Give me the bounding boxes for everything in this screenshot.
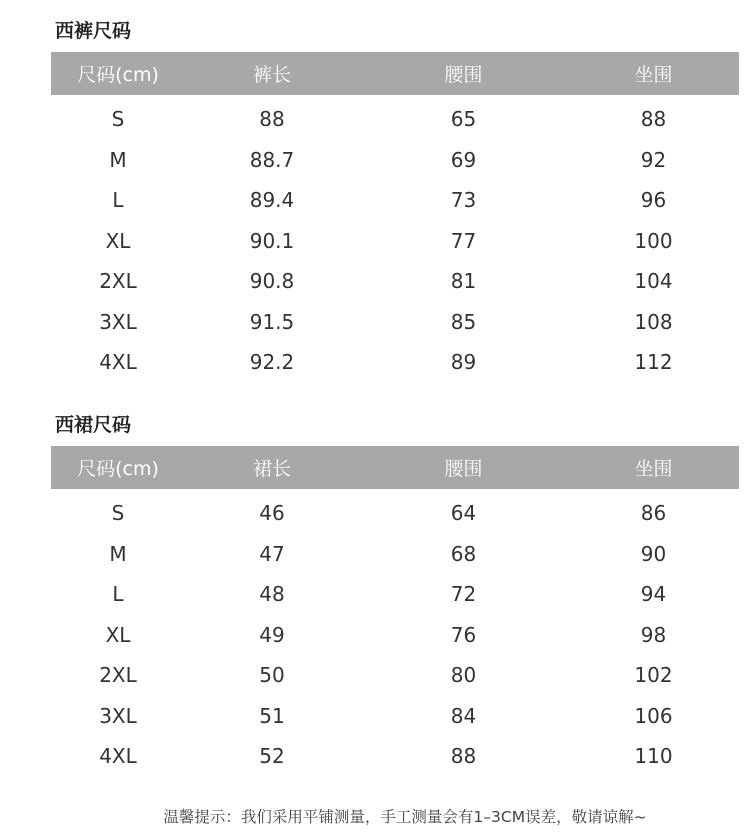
table-cell: 47: [259, 541, 285, 566]
table-cell: S: [111, 107, 125, 132]
table-cell: 100: [634, 228, 673, 253]
table-row: [51, 655, 739, 696]
table-cell: 51: [259, 703, 285, 728]
table-cell: XL: [105, 622, 131, 647]
table-row: [51, 696, 739, 737]
table-cell: 68: [450, 541, 477, 566]
table-row: [51, 489, 739, 534]
table-cell: 92: [640, 147, 667, 172]
table-cell: 49: [259, 622, 285, 647]
table-cell: 86: [640, 501, 667, 526]
measurement-note: 温馨提示：我们采用平铺测量，手工测量会有1–3CM误差，敬请谅解~: [163, 808, 647, 826]
table-header-row: [51, 446, 739, 489]
skirt-size-table: [51, 446, 739, 777]
table-cell: 90: [640, 541, 667, 566]
table-cell: 88.7: [249, 147, 295, 172]
column-header: 坐围: [568, 446, 739, 489]
table-cell: 52: [259, 744, 285, 769]
table-row: [51, 302, 739, 343]
table-cell: 102: [634, 663, 673, 688]
table-row: [51, 95, 739, 140]
table-cell: 81: [450, 269, 477, 294]
table-cell: 3XL: [99, 309, 137, 334]
column-header: 坐围: [568, 52, 739, 95]
table-cell: 90.1: [249, 228, 295, 253]
table-cell: 77: [450, 228, 477, 253]
table-row: [51, 534, 739, 575]
table-cell: 64: [450, 501, 477, 526]
table-row: [51, 736, 739, 777]
table-cell: 88: [450, 744, 477, 769]
table-cell: 80: [450, 663, 477, 688]
table-row: [51, 574, 739, 615]
table-cell: 112: [634, 350, 673, 375]
table-cell: 4XL: [99, 350, 137, 375]
column-header: 腰围: [359, 52, 568, 95]
column-header: 腰围: [359, 446, 568, 489]
table-cell: 98: [640, 622, 667, 647]
table-cell: 88: [640, 107, 667, 132]
table-cell: 72: [450, 582, 477, 607]
table-cell: XL: [105, 228, 131, 253]
table-cell: 90.8: [249, 269, 295, 294]
table-cell: 84: [450, 703, 477, 728]
table-row: [51, 180, 739, 221]
table-cell: 69: [450, 147, 477, 172]
table-cell: 94: [640, 582, 667, 607]
table-cell: 48: [259, 582, 285, 607]
table-cell: 2XL: [99, 663, 137, 688]
table-cell: 73: [450, 188, 477, 213]
table-row: [51, 140, 739, 181]
table-cell: 92.2: [249, 350, 295, 375]
column-header: 裤长: [185, 52, 359, 95]
table-cell: 110: [634, 744, 673, 769]
table-cell: 46: [259, 501, 285, 526]
trousers-size-table: [51, 52, 739, 383]
table-cell: M: [109, 541, 127, 566]
table-cell: 88: [259, 107, 285, 132]
table-cell: 2XL: [99, 269, 137, 294]
table-header-row: [51, 52, 739, 95]
skirt-size-title: 西裙尺码: [55, 414, 132, 436]
table-row: [51, 615, 739, 656]
table-cell: 89: [450, 350, 477, 375]
table-cell: L: [112, 582, 124, 607]
table-cell: 76: [450, 622, 477, 647]
trousers-size-title: 西裤尺码: [55, 20, 132, 42]
table-cell: 4XL: [99, 744, 137, 769]
table-cell: 50: [259, 663, 285, 688]
table-cell: L: [112, 188, 124, 213]
table-row: [51, 221, 739, 262]
table-cell: 104: [634, 269, 673, 294]
table-cell: 96: [640, 188, 667, 213]
column-header: 裙长: [185, 446, 359, 489]
table-cell: 3XL: [99, 703, 137, 728]
column-header: 尺码(cm): [51, 52, 185, 95]
table-cell: 89.4: [249, 188, 295, 213]
table-cell: 91.5: [249, 309, 295, 334]
table-cell: M: [109, 147, 127, 172]
table-cell: S: [111, 501, 125, 526]
table-cell: 106: [634, 703, 673, 728]
table-cell: 65: [450, 107, 477, 132]
table-cell: 108: [634, 309, 673, 334]
column-header: 尺码(cm): [51, 446, 185, 489]
table-cell: 85: [450, 309, 477, 334]
table-row: [51, 342, 739, 383]
table-row: [51, 261, 739, 302]
